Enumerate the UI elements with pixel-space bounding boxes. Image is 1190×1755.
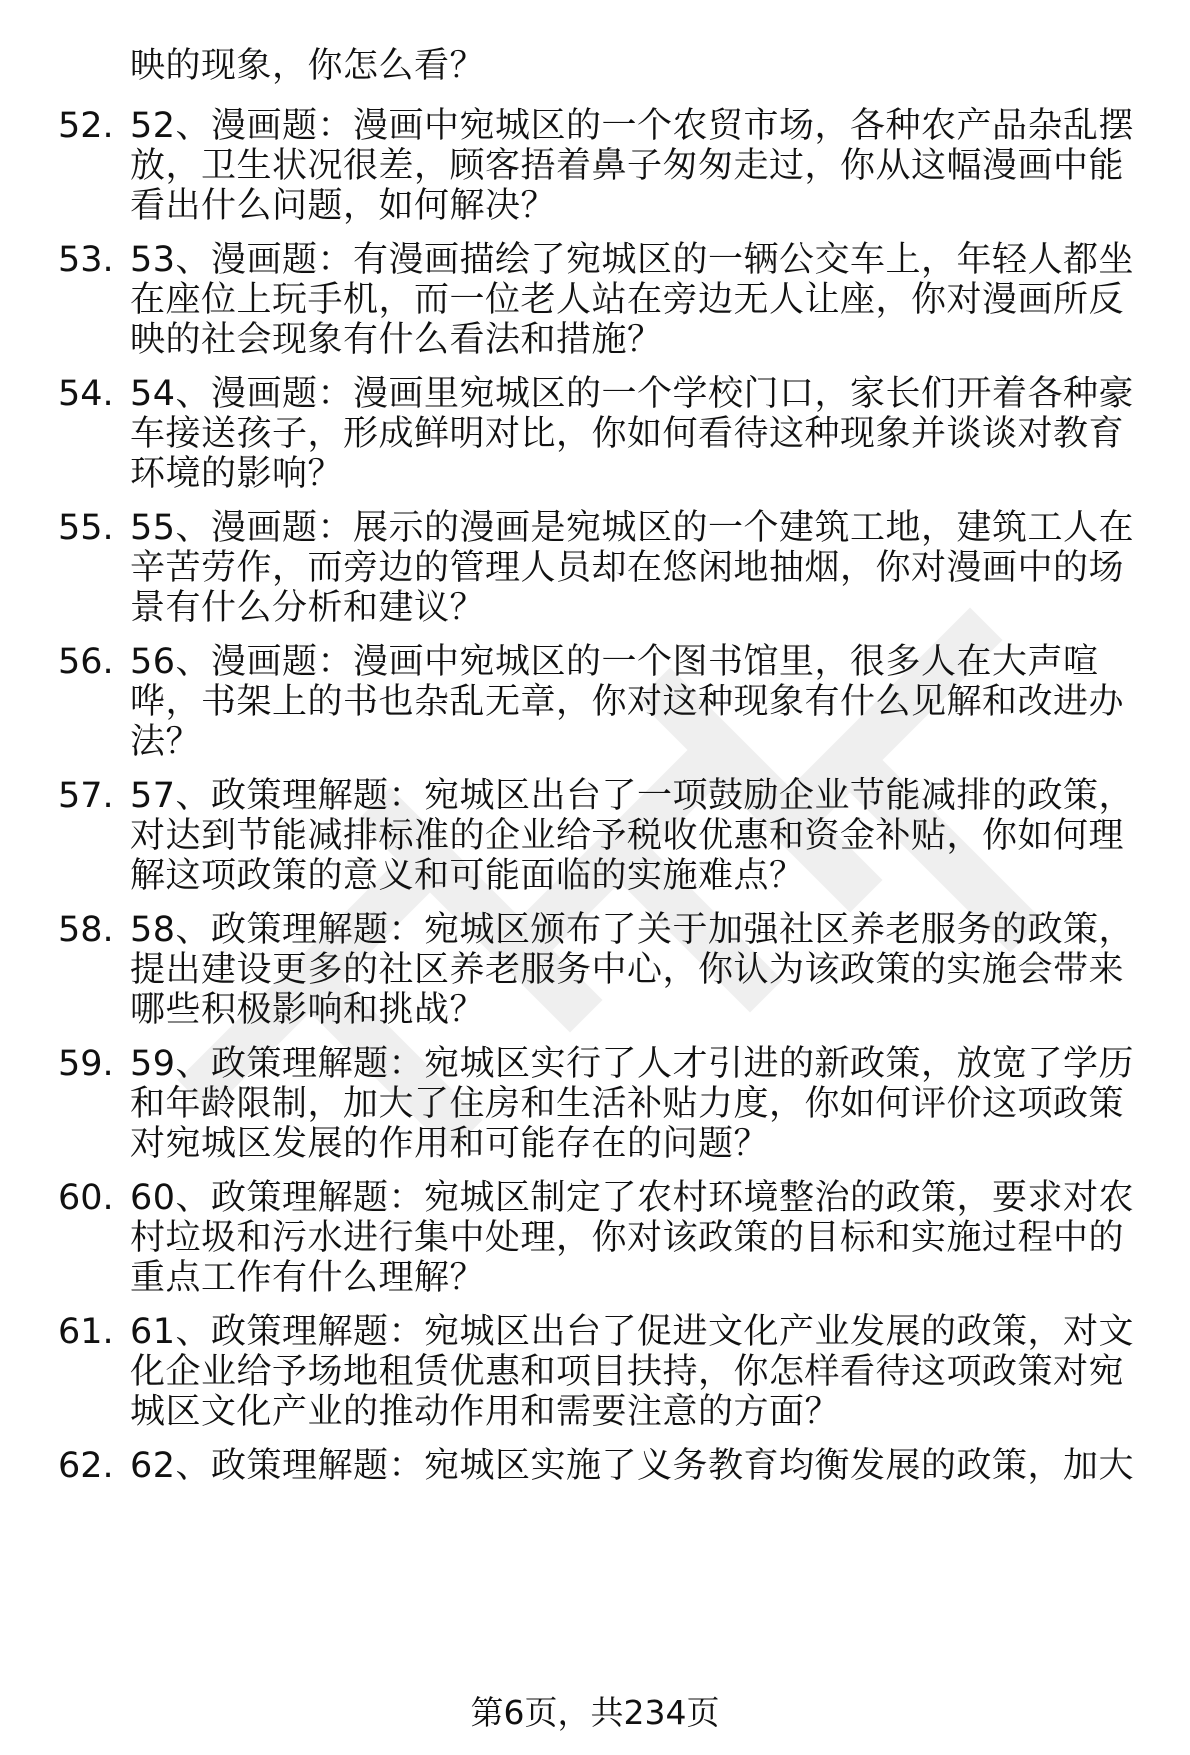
list-number: 55. bbox=[58, 508, 114, 548]
question-line: 环境的影响？ bbox=[130, 454, 344, 494]
question-line: 车接送孩子，形成鲜明对比，你如何看待这种现象并谈谈对教育 bbox=[130, 414, 1125, 454]
question-line: 56、漫画题：漫画中宛城区的一个图书馆里，很多人在大声喧 bbox=[130, 642, 1099, 682]
question-line: 59、政策理解题：宛城区实行了人才引进的新政策，放宽了学历 bbox=[130, 1044, 1135, 1084]
question-line: 化企业给予场地租赁优惠和项目扶持，你怎样看待这项政策对宛 bbox=[130, 1352, 1125, 1392]
question-line: 解这项政策的意义和可能面临的实施难点？ bbox=[130, 856, 805, 896]
question-line: 54、漫画题：漫画里宛城区的一个学校门口，家长们开着各种豪 bbox=[130, 374, 1135, 414]
leading-text: 映的现象，你怎么看？ bbox=[130, 46, 486, 86]
question-line: 景有什么分析和建议？ bbox=[130, 588, 486, 628]
question-line: 映的社会现象有什么看法和措施？ bbox=[130, 320, 663, 360]
question-line: 重点工作有什么理解？ bbox=[130, 1258, 486, 1298]
question-line: 55、漫画题：展示的漫画是宛城区的一个建筑工地，建筑工人在 bbox=[130, 508, 1135, 548]
question-line: 放，卫生状况很差，顾客捂着鼻子匆匆走过，你从这幅漫画中能 bbox=[130, 146, 1125, 186]
question-line: 62、政策理解题：宛城区实施了义务教育均衡发展的政策，加大 bbox=[130, 1446, 1135, 1486]
list-number: 58. bbox=[58, 910, 114, 950]
question-line: 60、政策理解题：宛城区制定了农村环境整治的政策，要求对农 bbox=[130, 1178, 1135, 1218]
question-line: 哪些积极影响和挑战？ bbox=[130, 990, 486, 1030]
question-line: 哗，书架上的书也杂乱无章，你对这种现象有什么见解和改进办 bbox=[130, 682, 1125, 722]
list-number: 61. bbox=[58, 1312, 114, 1352]
list-number: 56. bbox=[58, 642, 114, 682]
list-number: 57. bbox=[58, 776, 114, 816]
question-line: 53、漫画题：有漫画描绘了宛城区的一辆公交车上，年轻人都坐 bbox=[130, 240, 1135, 280]
question-line: 57、政策理解题：宛城区出台了一项鼓励企业节能减排的政策， bbox=[130, 776, 1135, 816]
question-line: 提出建设更多的社区养老服务中心，你认为该政策的实施会带来 bbox=[130, 950, 1125, 990]
list-number: 59. bbox=[58, 1044, 114, 1084]
question-line: 在座位上玩手机，而一位老人站在旁边无人让座，你对漫画所反 bbox=[130, 280, 1125, 320]
question-line: 看出什么问题，如何解决？ bbox=[130, 186, 557, 226]
list-number: 62. bbox=[58, 1446, 114, 1486]
question-line: 城区文化产业的推动作用和需要注意的方面？ bbox=[130, 1392, 841, 1432]
page-footer: 第6页，共234页 bbox=[470, 1693, 720, 1732]
question-line: 村垃圾和污水进行集中处理，你对该政策的目标和实施过程中的 bbox=[130, 1218, 1125, 1258]
list-number: 60. bbox=[58, 1178, 114, 1218]
list-number: 54. bbox=[58, 374, 114, 414]
question-line: 法？ bbox=[130, 722, 202, 762]
question-line: 对达到节能减排标准的企业给予税收优惠和资金补贴，你如何理 bbox=[130, 816, 1125, 856]
question-line: 和年龄限制，加大了住房和生活补贴力度，你如何评价这项政策 bbox=[130, 1084, 1125, 1124]
question-line: 辛苦劳作，而旁边的管理人员却在悠闲地抽烟，你对漫画中的场 bbox=[130, 548, 1125, 588]
question-line: 58、政策理解题：宛城区颁布了关于加强社区养老服务的政策， bbox=[130, 910, 1135, 950]
question-line: 对宛城区发展的作用和可能存在的问题？ bbox=[130, 1124, 770, 1164]
list-number: 52. bbox=[58, 106, 114, 146]
question-line: 61、政策理解题：宛城区出台了促进文化产业发展的政策，对文 bbox=[130, 1312, 1135, 1352]
question-line: 52、漫画题：漫画中宛城区的一个农贸市场，各种农产品杂乱摆 bbox=[130, 106, 1135, 146]
list-number: 53. bbox=[58, 240, 114, 280]
